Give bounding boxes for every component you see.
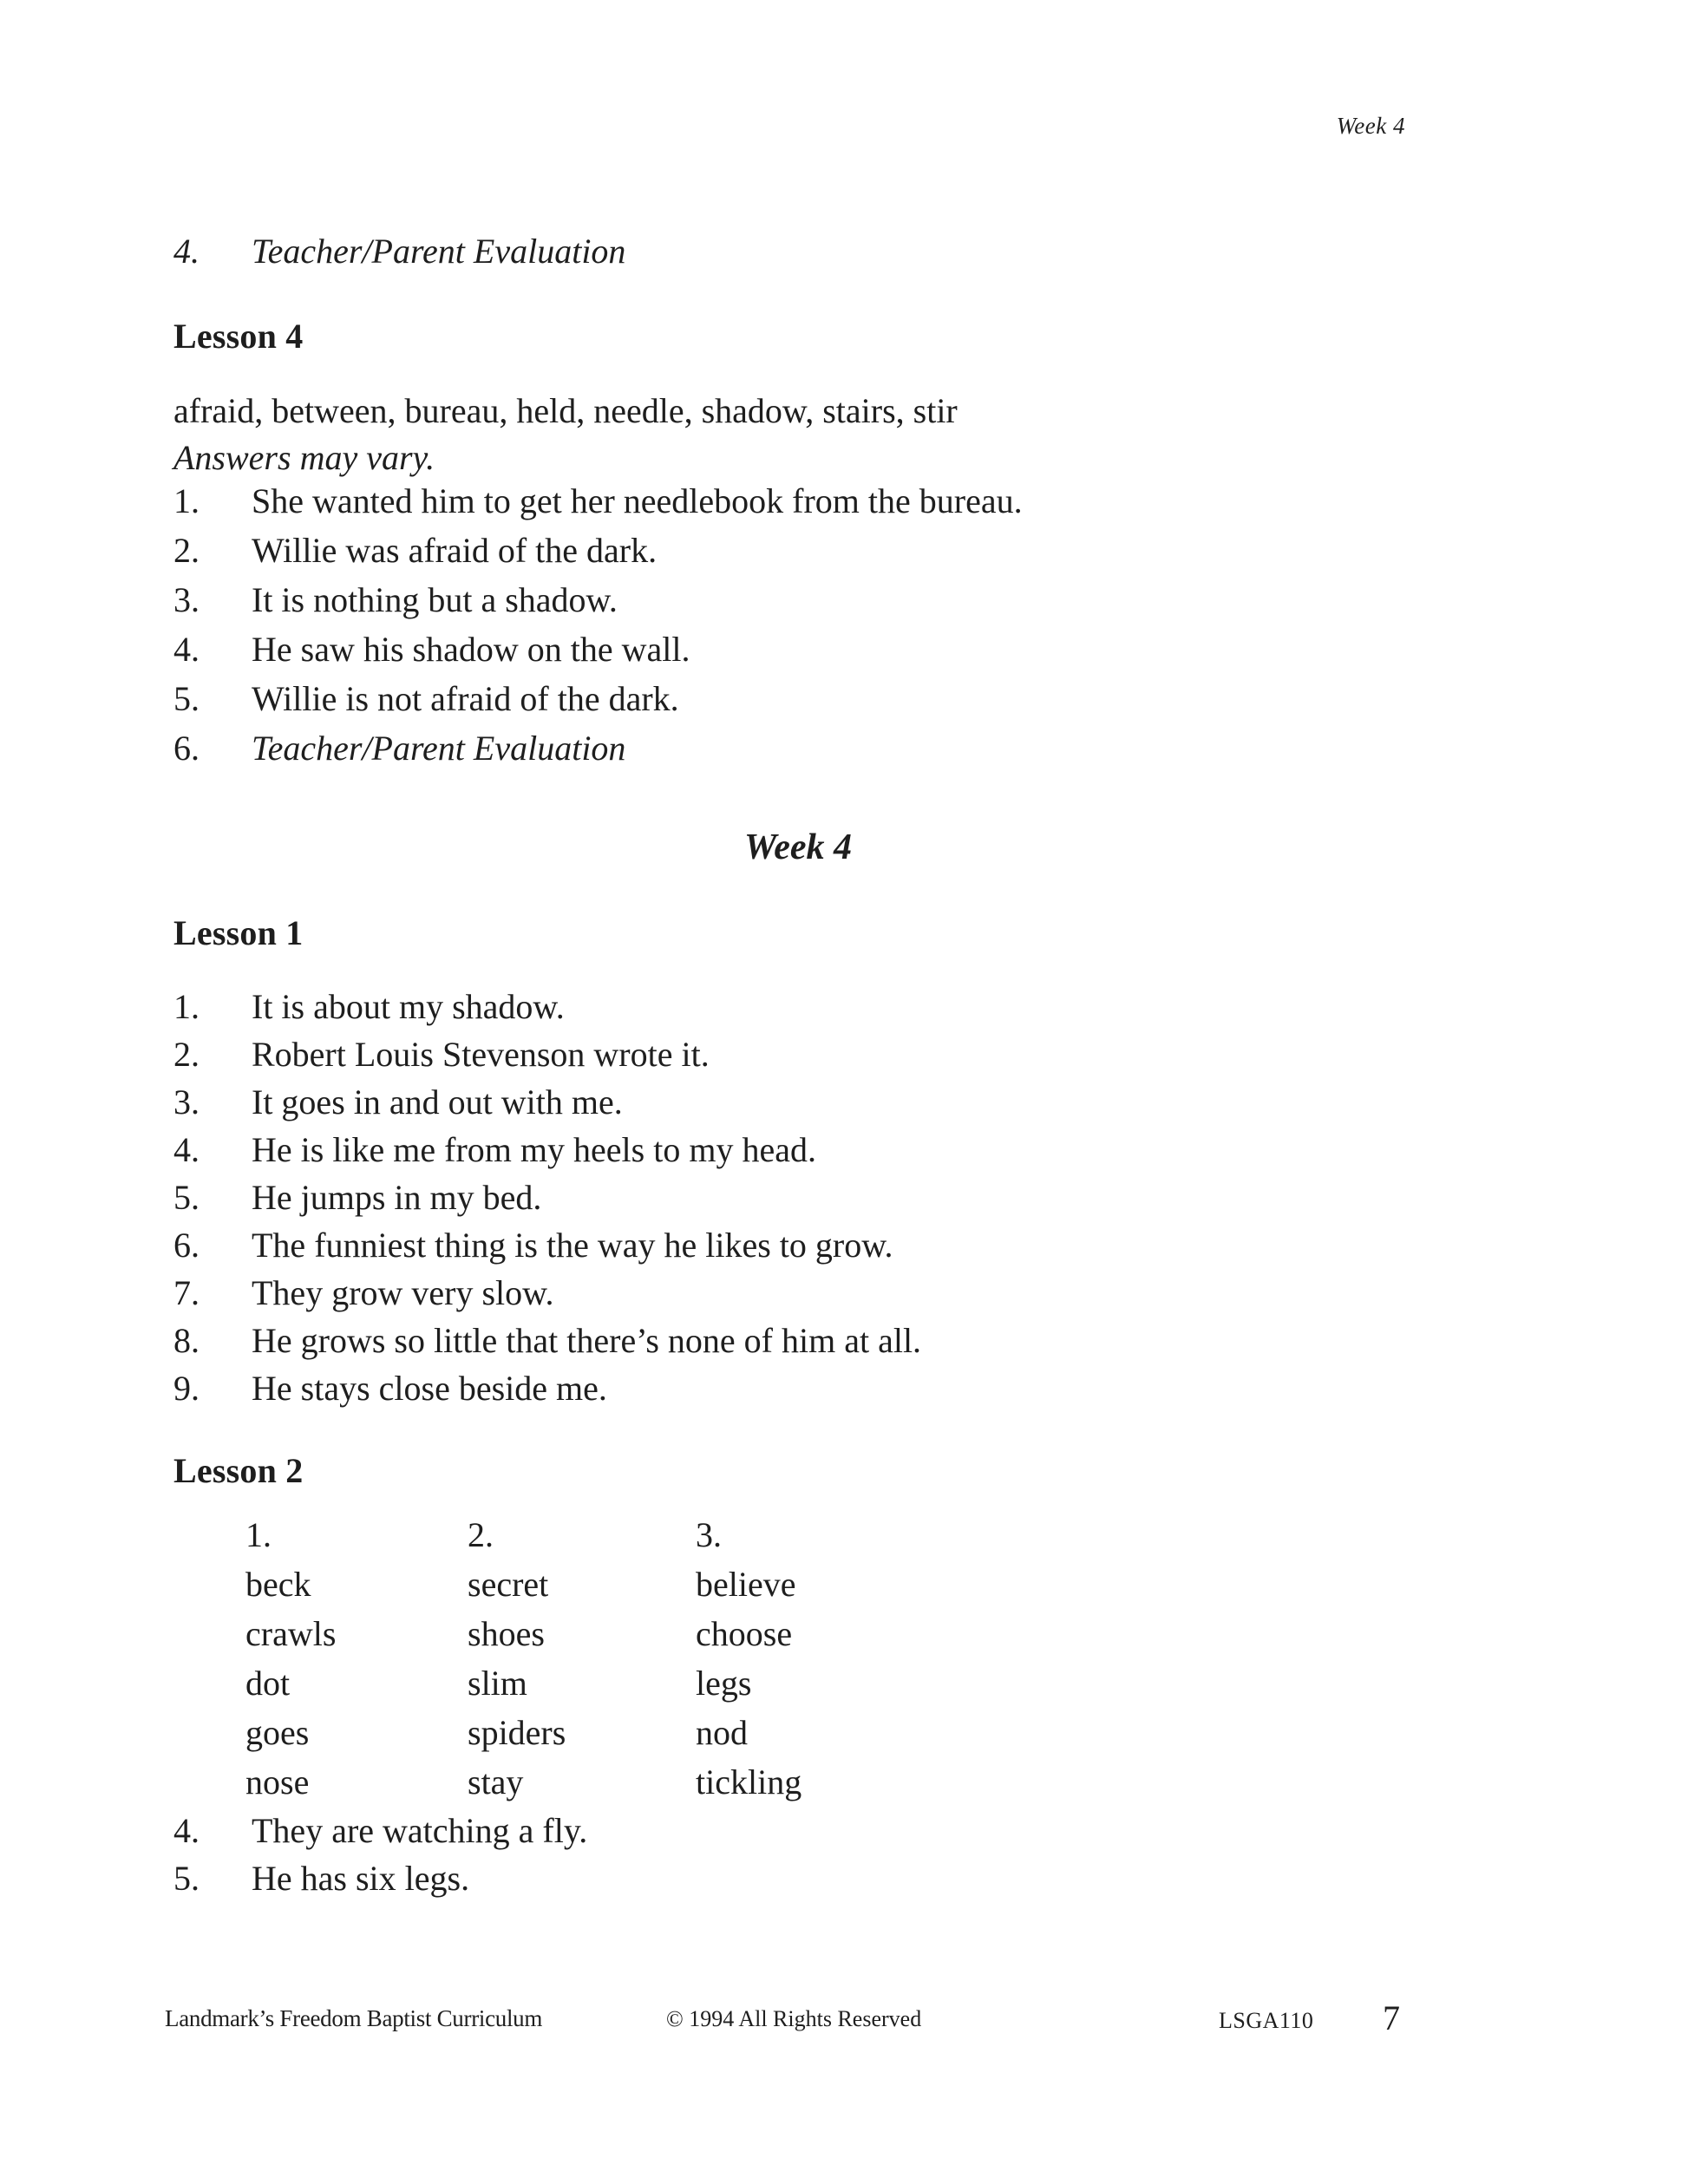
word-cell: stay xyxy=(468,1762,524,1801)
item-text: Teacher/Parent Evaluation xyxy=(252,232,626,271)
item-number: 2. xyxy=(173,531,200,570)
item-text: The funniest thing is the way he likes to grow. xyxy=(252,1226,893,1265)
item-text: They grow very slow. xyxy=(252,1273,554,1312)
lesson4-answer-list xyxy=(173,482,1023,779)
word-cell: believe xyxy=(696,1565,796,1604)
word-cell: beck xyxy=(245,1565,311,1604)
word-cell: spiders xyxy=(468,1713,566,1752)
item-text: He saw his shadow on the wall. xyxy=(252,630,690,669)
word-column-1 xyxy=(245,1516,336,1813)
lesson1-heading: Lesson 1 xyxy=(173,913,304,952)
lesson2-heading: Lesson 2 xyxy=(173,1451,304,1490)
item-number: 3. xyxy=(173,1082,200,1121)
list-item xyxy=(173,1226,921,1274)
item-text: He jumps in my bed. xyxy=(252,1178,542,1217)
lesson4-word-list: afraid, between, bureau, held, needle, shadow, stairs, stir xyxy=(173,391,958,430)
list-item xyxy=(173,1274,921,1322)
item-text: Teacher/Parent Evaluation xyxy=(252,729,626,768)
item-number: 4. xyxy=(173,232,200,271)
lesson1-answer-list xyxy=(173,988,921,1417)
item-number: 1. xyxy=(173,481,200,520)
footer-page-number: 7 xyxy=(1383,1998,1400,2037)
footer-copyright: © 1994 All Rights Reserved xyxy=(666,2006,922,2031)
list-item xyxy=(173,1370,921,1417)
item-number: 5. xyxy=(173,679,200,718)
word-cell: tickling xyxy=(696,1762,802,1801)
list-item xyxy=(173,1860,587,1907)
item-text: It goes in and out with me. xyxy=(252,1082,623,1121)
word-column-2 xyxy=(468,1516,566,1813)
list-item xyxy=(173,1179,921,1226)
word-cell: goes xyxy=(245,1713,310,1752)
list-item xyxy=(173,988,921,1036)
list-item xyxy=(173,482,1023,532)
item-number: 5. xyxy=(173,1859,200,1898)
item-text: Willie was afraid of the dark. xyxy=(252,531,658,570)
list-item xyxy=(173,631,1023,680)
list-item xyxy=(173,1322,921,1370)
item-text: Willie is not afraid of the dark. xyxy=(252,679,679,718)
item-text: He stays close beside me. xyxy=(252,1369,607,1408)
item-number: 7. xyxy=(173,1273,200,1312)
word-column-3 xyxy=(696,1516,801,1813)
item-text: It is nothing but a shadow. xyxy=(252,580,618,619)
lesson2-answer-list xyxy=(173,1812,587,1907)
lesson2-word-columns xyxy=(0,1516,1688,1813)
word-cell: nod xyxy=(696,1713,748,1752)
column-number: 3. xyxy=(696,1515,722,1554)
item-number: 2. xyxy=(173,1035,200,1074)
item-number: 4. xyxy=(173,630,200,669)
list-item xyxy=(173,581,1023,631)
column-number: 2. xyxy=(468,1515,494,1554)
list-item xyxy=(173,232,625,282)
word-cell: legs xyxy=(696,1664,752,1703)
list-item xyxy=(173,532,1023,581)
item-number: 3. xyxy=(173,580,200,619)
word-cell: slim xyxy=(468,1664,527,1703)
item-text: He grows so little that there’s none of him at all. xyxy=(252,1321,922,1360)
column-number: 1. xyxy=(245,1515,272,1554)
lesson4-note: Answers may vary. xyxy=(173,438,435,477)
list-item xyxy=(173,1812,587,1860)
list-item xyxy=(173,1036,921,1083)
item-text: He is like me from my heels to my head. xyxy=(252,1130,816,1169)
item-text: She wanted him to get her needlebook from the bureau. xyxy=(252,481,1023,520)
word-cell: secret xyxy=(468,1565,549,1604)
item-text: It is about my shadow. xyxy=(252,987,565,1026)
word-cell: dot xyxy=(245,1664,291,1703)
item-number: 6. xyxy=(173,1226,200,1265)
prev-lesson-item xyxy=(173,232,625,282)
word-cell: shoes xyxy=(468,1614,545,1653)
list-item xyxy=(173,729,1023,779)
item-text: They are watching a fly. xyxy=(252,1811,588,1850)
list-item xyxy=(173,1083,921,1131)
item-number: 9. xyxy=(173,1369,200,1408)
footer-publisher: Landmark’s Freedom Baptist Curriculum xyxy=(165,2005,543,2031)
word-cell: nose xyxy=(245,1762,310,1801)
lesson4-heading: Lesson 4 xyxy=(173,317,304,356)
item-number: 6. xyxy=(173,729,200,768)
list-item xyxy=(173,1131,921,1179)
word-cell: crawls xyxy=(245,1614,337,1653)
item-text: Robert Louis Stevenson wrote it. xyxy=(252,1035,710,1074)
word-cell: choose xyxy=(696,1614,793,1653)
item-text: He has six legs. xyxy=(252,1859,470,1898)
item-number: 4. xyxy=(173,1130,200,1169)
item-number: 1. xyxy=(173,987,200,1026)
week-heading: Week 4 xyxy=(743,827,852,867)
item-number: 5. xyxy=(173,1178,200,1217)
running-header-week: Week 4 xyxy=(1336,113,1405,139)
footer-product-code: LSGA110 xyxy=(1219,2008,1314,2033)
item-number: 8. xyxy=(173,1321,200,1360)
item-number: 4. xyxy=(173,1811,200,1850)
list-item xyxy=(173,680,1023,729)
